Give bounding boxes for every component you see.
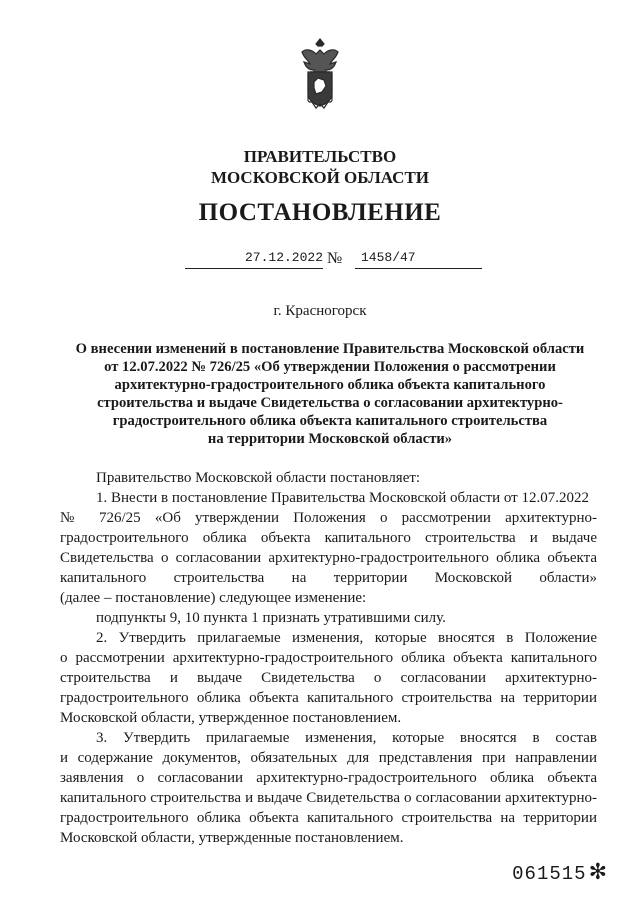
- document-date: 27.12.2022: [244, 250, 323, 265]
- body-line: 2. Утвердить прилагаемые изменения, которые вносятся в Положение: [96, 630, 597, 646]
- body-line: (далее – постановление) следующее изменение:: [60, 590, 367, 606]
- body-line: 1. Внести в постановление Правительства Московской области от 12.07.2022: [96, 490, 589, 506]
- date-number-row: [185, 248, 482, 274]
- body-line: и содержание документов, обязательных для представления при направлении: [60, 750, 597, 766]
- body-line: капитального строительства на территории Московской области»: [60, 570, 597, 586]
- body-line: подпункты 9, 10 пункта 1 признать утратившими силу.: [96, 610, 446, 626]
- body-line: градостроительного облика объекта капитального строительства и выдаче: [60, 530, 597, 546]
- document-body: [60, 468, 597, 848]
- date-underline: [185, 268, 323, 269]
- document-number: 1458/47: [361, 250, 416, 265]
- subject-line: градостроительного облика объекта капитального строительства: [112, 413, 548, 429]
- document-type: ПОСТАНОВЛЕНИЕ: [198, 199, 442, 226]
- number-sign: №: [327, 250, 343, 267]
- subject-line: О внесении изменений в постановление Правительства Московской области: [75, 341, 585, 357]
- number-underline: [355, 268, 482, 269]
- body-line: № 726/25 «Об утверждении Положения о рассмотрении архитектурно-: [60, 510, 597, 526]
- city: г. Красногорск: [273, 303, 367, 319]
- moscow-oblast-coat-of-arms-icon: [296, 38, 344, 114]
- body-line: строительства и выдаче Свидетельства о согласовании архитектурно-: [60, 670, 597, 686]
- government-title: [0, 146, 640, 188]
- body-line: градостроительного облика объекта капитального строительства на территории: [60, 810, 597, 826]
- body-line: 3. Утвердить прилагаемые изменения, которые вносятся в состав: [96, 730, 597, 746]
- body-line: Московской области, утвержденные постановлением.: [60, 830, 404, 846]
- subject-line: от 12.07.2022 № 726/25 «Об утверждении Положения о рассмотрении: [104, 359, 556, 375]
- government-title-line2: МОСКОВСКОЙ ОБЛАСТИ: [210, 168, 430, 187]
- subject-line: на территории Московской области»: [207, 431, 453, 447]
- document-subject: [60, 340, 600, 448]
- asterisk-mark-icon: ✻: [588, 860, 608, 885]
- government-title-line1: ПРАВИТЕЛЬСТВО: [243, 147, 397, 166]
- body-line: о рассмотрении архитектурно-градостроительного облика объекта капитального: [60, 650, 597, 666]
- serial-number: [512, 860, 608, 885]
- subject-line: архитектурно-градостроительного облика объекта капитального: [114, 377, 546, 393]
- body-line: Московской области, утвержденное постановлением.: [60, 710, 402, 726]
- body-line: Правительство Московской области постановляет:: [96, 470, 421, 486]
- body-line: градостроительного облика объекта капитального строительства на территории: [60, 690, 597, 706]
- body-line: заявления о согласовании архитектурно-градостроительного облика объекта: [60, 770, 597, 786]
- subject-line: строительства и выдаче Свидетельства о согласовании архитектурно-: [97, 395, 563, 411]
- body-line: Свидетельства о согласовании архитектурно-градостроительного облика объекта: [60, 550, 597, 566]
- body-line: капитального строительства и выдаче Свидетельства о согласовании архитектурно-: [60, 790, 597, 806]
- serial-number-value: 061515: [512, 863, 587, 885]
